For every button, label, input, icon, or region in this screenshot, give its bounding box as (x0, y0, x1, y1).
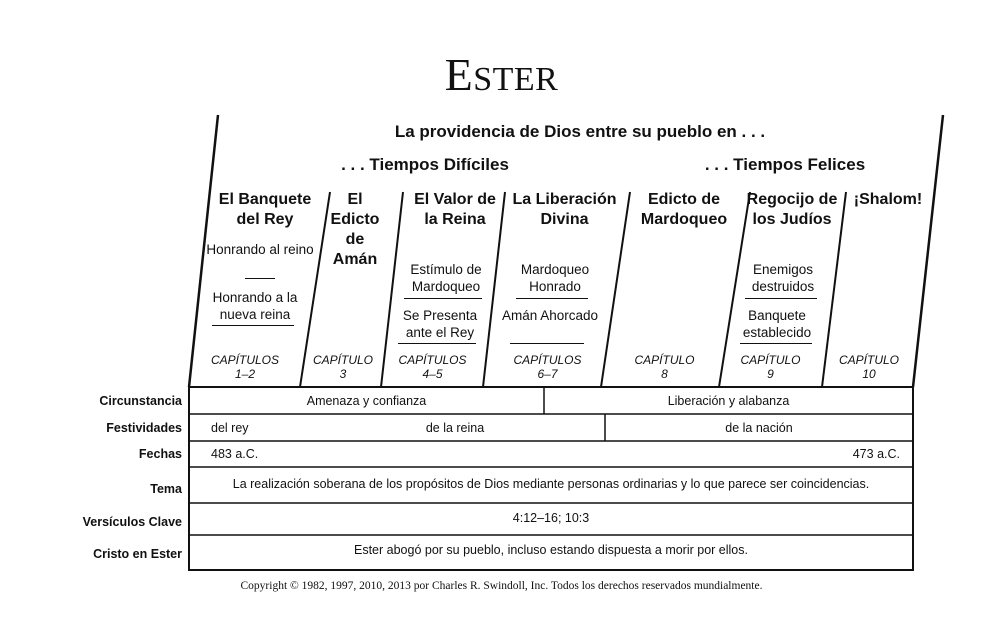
header-right: . . . Tiempos Felices (704, 155, 866, 174)
col5-cap: CAPÍTULO (634, 353, 695, 367)
col1-range: 1–2 (234, 367, 256, 381)
festividades-nacion: de la nación (725, 421, 793, 435)
col6-cap: CAPÍTULO (740, 353, 801, 367)
header-left: . . . Tiempos Difíciles (341, 155, 509, 174)
header-main: La providencia de Dios entre su pueblo en . . . (394, 122, 766, 141)
col5-range: 8 (661, 367, 668, 381)
circunstancia-right: Liberación y alabanza (667, 394, 790, 408)
copyright: Copyright © 1982, 1997, 2010, 2013 por Charles R. Swindoll, Inc. Todos los derechos reservados mundialmente. (240, 580, 763, 592)
versiculos-value: 4:12–16; 10:3 (512, 511, 590, 525)
row-label-tema: Tema (150, 482, 182, 496)
page-title: ESTER (444, 49, 559, 100)
col3-note1: Estímulo de Mardoqueo (410, 262, 482, 294)
col1-underline (212, 325, 294, 326)
col7-title: ¡Shalom! (853, 191, 923, 208)
col1-note2: Honrando a la nueva reina (212, 290, 298, 322)
col7-range: 10 (862, 367, 876, 381)
circunstancia-left: Amenaza y confianza (306, 394, 427, 408)
fechas-end: 473 a.C. (852, 447, 900, 461)
col6-range: 9 (767, 367, 774, 381)
col6-note2: Banquete establecido (742, 308, 812, 340)
col3-note2: Se Presenta ante el Rey (402, 308, 478, 340)
col7-cap: CAPÍTULO (838, 353, 899, 367)
row-label-cristo: Cristo en Ester (93, 547, 182, 561)
col3-underline (398, 343, 476, 344)
col3-range: 4–5 (422, 367, 443, 381)
row-label-fechas: Fechas (138, 447, 182, 461)
col3-divider (404, 298, 482, 299)
col1-note1: Honrando al reino (206, 242, 314, 257)
col1-title: El Banquete del Rey (218, 191, 312, 228)
col4-underline (510, 343, 584, 344)
col1-divider (245, 278, 275, 279)
col6-underline (740, 343, 812, 344)
row-label-versiculos: Versículos Clave (82, 515, 182, 529)
col4-note1: Mardoqueo Honrado (520, 262, 590, 294)
col2-cap: CAPÍTULO (312, 353, 373, 367)
col4-cap: CAPÍTULOS (513, 353, 582, 367)
col5-title: Edicto de Mardoqueo (640, 191, 728, 228)
row-label-festividades: Festividades (106, 421, 182, 435)
col6-note1: Enemigos destruidos (751, 262, 815, 294)
col6-divider (745, 298, 817, 299)
festividades-rey: del rey (211, 421, 249, 435)
col4-range: 6–7 (537, 367, 558, 381)
col6-title: Regocijo de los Judíos (746, 191, 838, 228)
col3-title: El Valor de la Reina (414, 191, 496, 228)
row-label-circunstancia: Circunstancia (99, 394, 182, 408)
col4-note2: Amán Ahorcado (501, 308, 599, 323)
festividades-reina: de la reina (425, 421, 485, 435)
fechas-start: 483 a.C. (211, 447, 259, 461)
cristo-value: Ester abogó por su pueblo, incluso estando dispuesta a morir por ellos. (354, 543, 748, 557)
tema-value: La realización soberana de los propósitos de Dios mediante personas ordinarias y lo que parece ser coincidencias. (232, 477, 870, 491)
col2-range: 3 (339, 367, 347, 381)
col4-divider (516, 298, 588, 299)
col3-cap: CAPÍTULOS (398, 353, 467, 367)
col1-cap: CAPÍTULOS (210, 353, 279, 367)
col4-title: La Liberación Divina (512, 191, 617, 228)
col2-title: El Edicto de Amán (330, 191, 380, 268)
